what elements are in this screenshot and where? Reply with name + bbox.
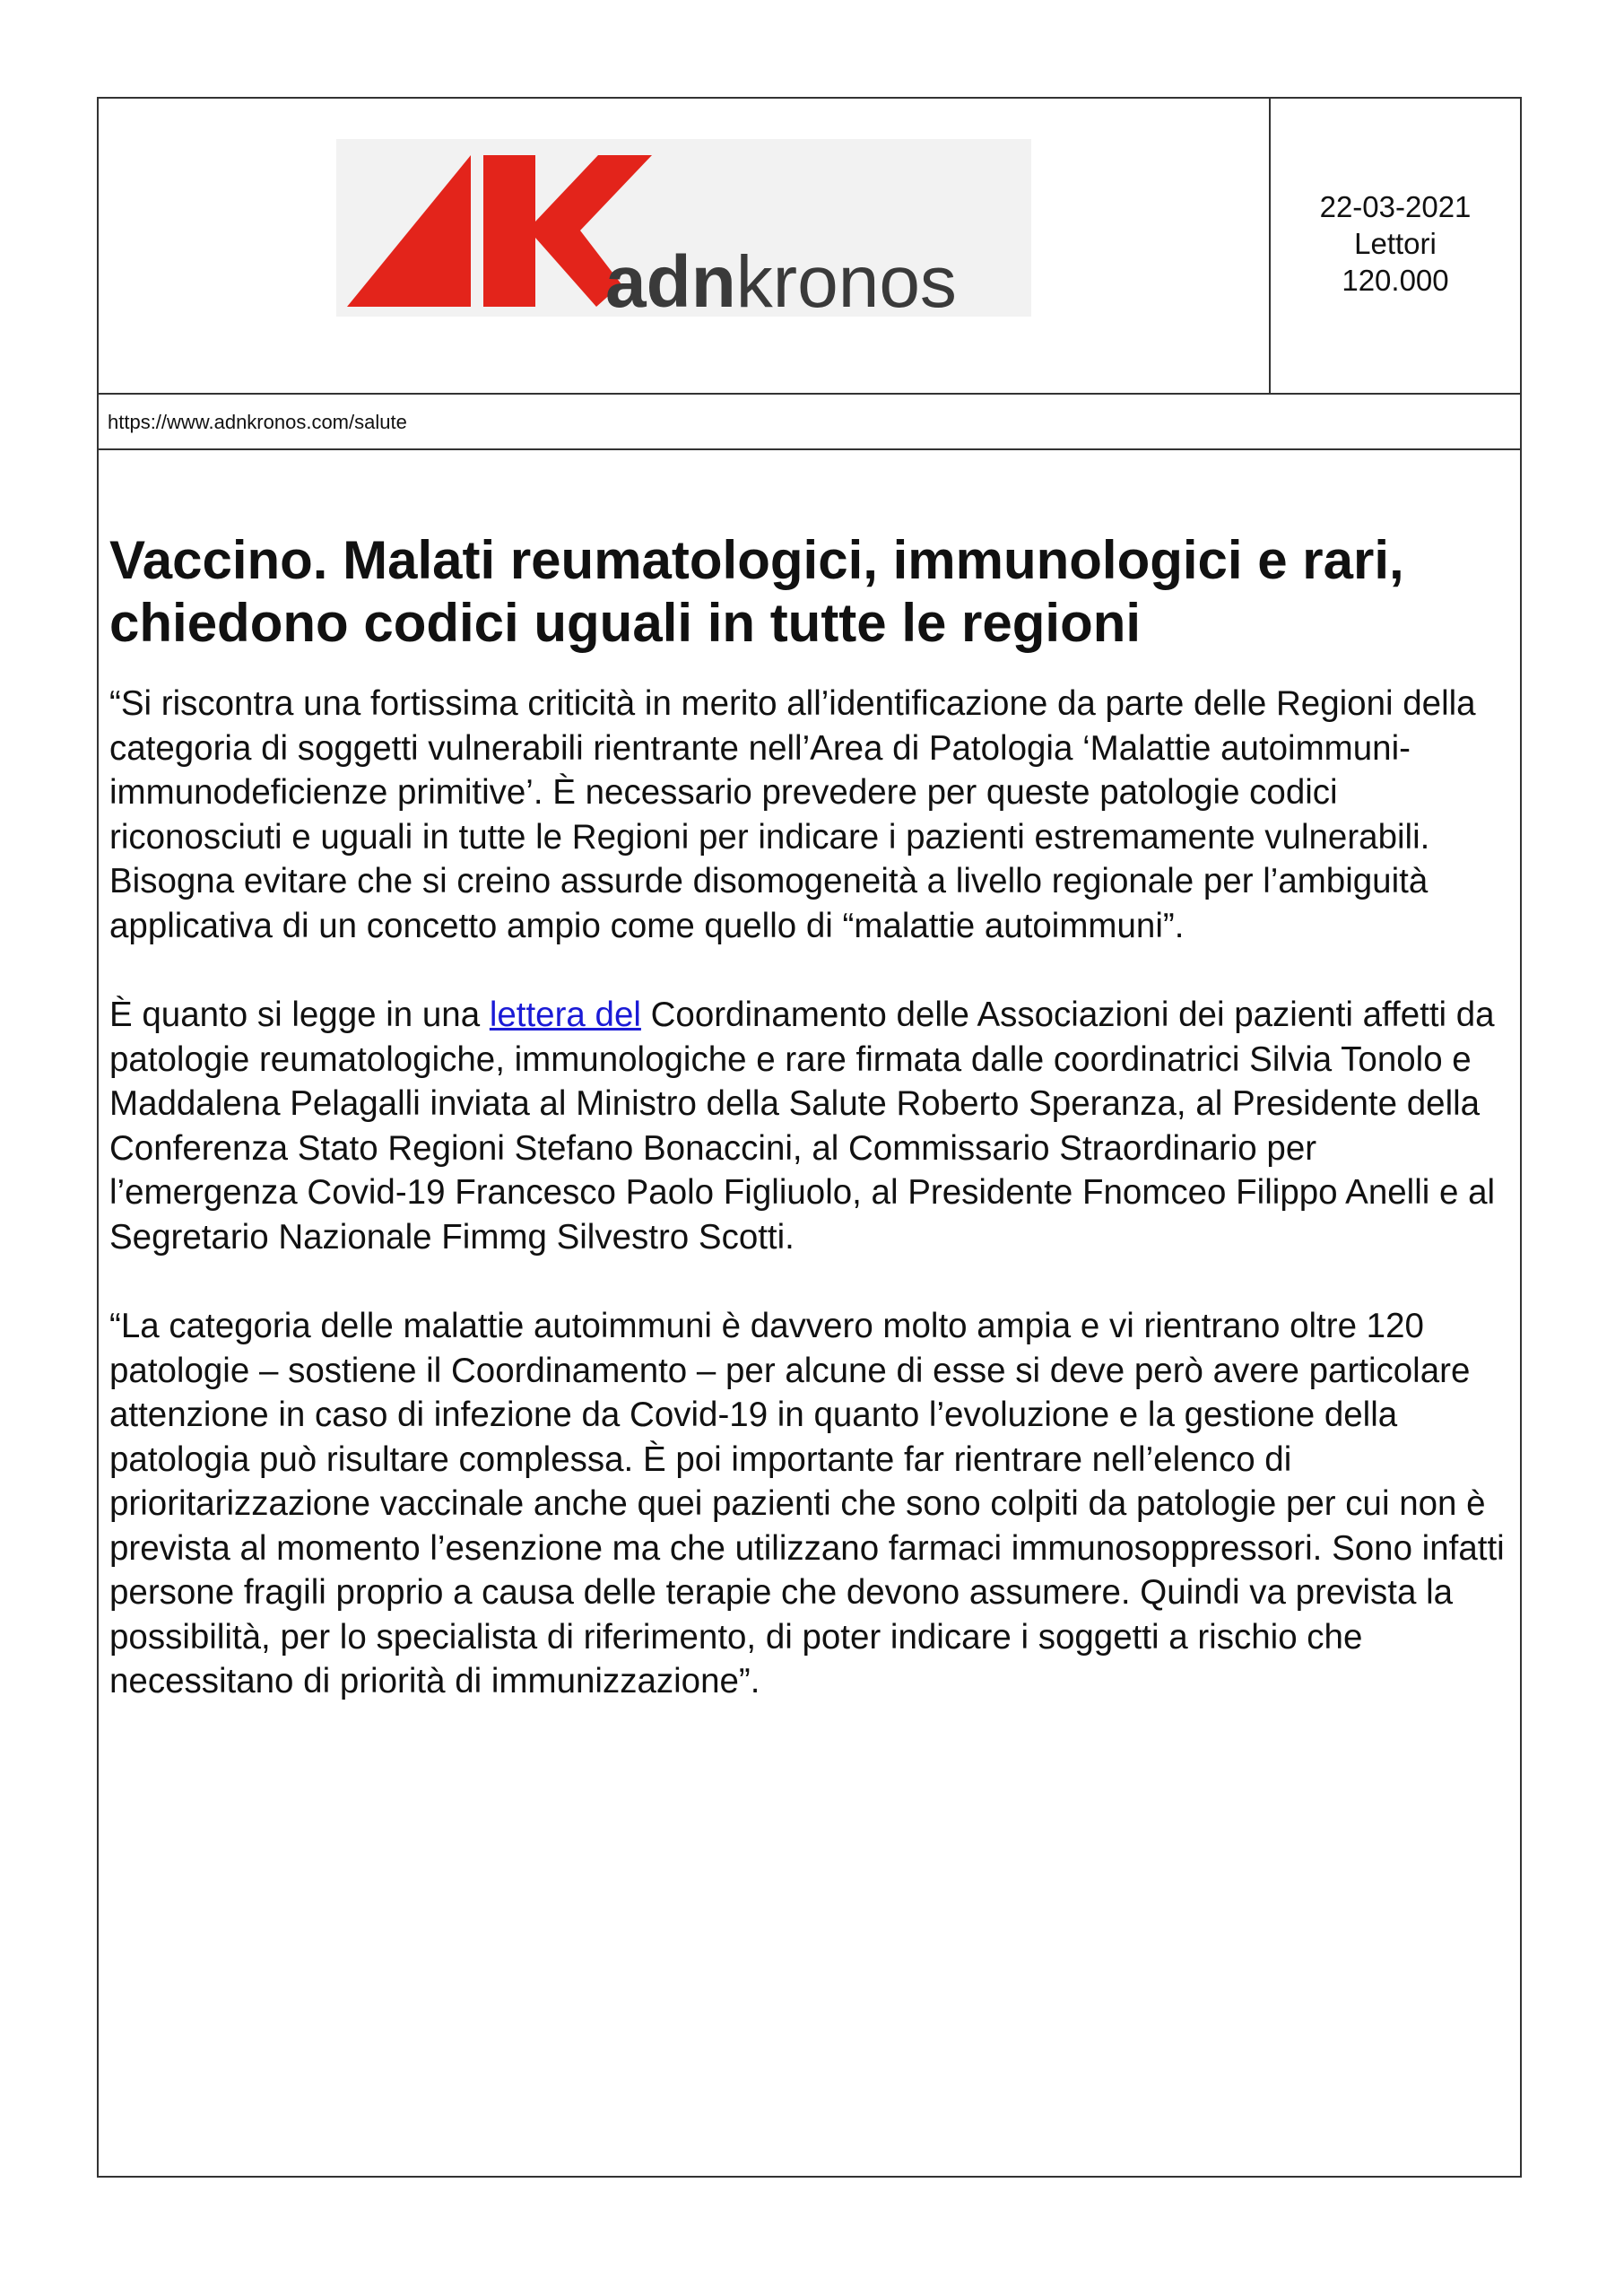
article-title: Vaccino. Malati reumatologici, immunologici e rari, chiedono codici uguali in tutte le regioni bbox=[109, 530, 1404, 653]
paragraph-1: “Si riscontra una fortissima criticità in merito all’identificazione da parte delle Regioni della categoria di soggetti vulnerabili rientrante nell’Area di Patologia ‘Malattie autoimmuni- immunodeficienze primitive’. È necessario prevedere per queste patologie codici riconosciuti e uguali in tutte le Regioni per indicare i pazienti estremamente vulnerabili. Bisogna evitare che si creino assurde disomogeneità a livello regionale per l’ambiguità applicativa di un concetto ampio come quello di “malattie autoimmuni”. bbox=[109, 684, 1476, 945]
logo-triangle bbox=[347, 155, 471, 307]
paragraph-2 bbox=[109, 993, 1508, 1259]
paragraph-3: “La categoria delle malattie autoimmuni è davvero molto ampia e vi rientrano oltre 120 patologie – sostiene il Coordinamento – per alcune di esse si deve però avere particolare attenzione in caso di infezione da Covid-19 in quanto l’evoluzione e la gestione della patologia può risultare complessa. È poi importante far rientrare nell’elenco di prioritarizzazione vaccinale anche quei pazienti che sono colpiti da patologie per cui non è prevista al momento l’esenzione ma che utilizzano farmaci immunosoppressori. Sono infatti persone fragili proprio a causa delle terapie che devono assumere. Quindi va prevista la possibilità, per lo specialista di riferimento, di poter indicare i soggetti a rischio che necessitano di priorità di immunizzazione”. bbox=[109, 1307, 1505, 1700]
logo-wordmark: adnkronos bbox=[605, 241, 957, 317]
header-row bbox=[99, 99, 1520, 395]
logo-cell bbox=[99, 99, 1271, 393]
readers-value: 120.000 bbox=[1342, 264, 1449, 297]
adnkronos-logo-graphic bbox=[336, 139, 1031, 317]
clipping-frame bbox=[97, 97, 1522, 2178]
letter-link[interactable]: lettera del bbox=[489, 996, 641, 1034]
readers-label: Lettori bbox=[1354, 227, 1437, 260]
meta-cell bbox=[1271, 99, 1520, 393]
source-url: https://www.adnkronos.com/salute bbox=[99, 395, 1520, 450]
adnkronos-logo bbox=[336, 139, 1031, 317]
paragraph-2-intro: È quanto si legge in una bbox=[109, 996, 490, 1034]
publication-date: 22-03-2021 bbox=[1319, 190, 1472, 223]
article-body bbox=[109, 529, 1508, 1749]
paragraph-2-rest: Coordinamento delle Associazioni dei pazienti affetti da patologie reumatologiche, immunologiche e rare firmata dalle coordinatrici Silvia Tonolo e Maddalena Pelagalli inviata al Ministro della Salute Roberto Speranza, al Presidente della Conferenza Stato Regioni Stefano Bonaccini, al Commissario Straordinario per l’emergenza Covid-19 Francesco Paolo Figliuolo, al Presidente Fnomceo Filippo Anelli e al Segretario Nazionale Fimmg Silvestro Scotti. bbox=[109, 996, 1496, 1257]
